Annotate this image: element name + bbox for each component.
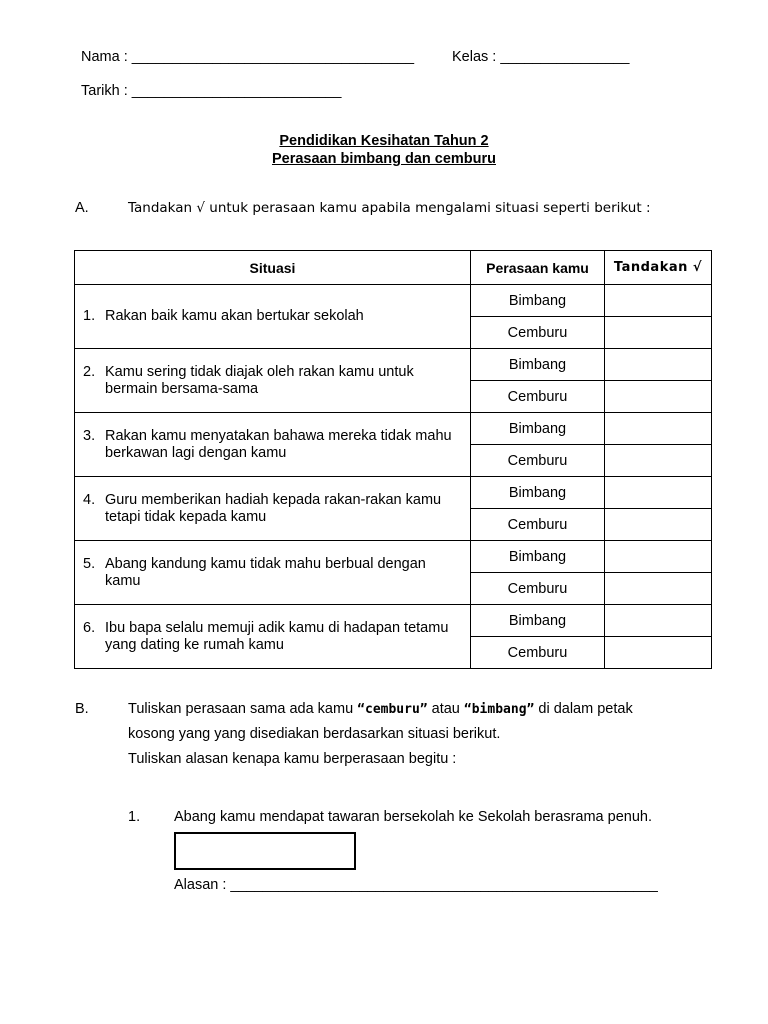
instruction-text: Tuliskan perasaan sama ada kamu [128,701,358,717]
tick-cell[interactable] [605,477,712,509]
situation-table [74,250,712,669]
feeling-option-cemburu: Cemburu [471,509,605,541]
worksheet-subtitle: Perasaan bimbang dan cemburu [271,151,496,167]
section-b-instruction-line2: kosong yang yang disediakan berdasarkan situasi berikut. [128,726,501,742]
feeling-option-cemburu: Cemburu [471,381,605,413]
worksheet-title: Pendidikan Kesihatan Tahun 2 [279,133,489,149]
answer-box[interactable] [174,832,356,870]
section-b-instruction-line1 [128,701,633,717]
feeling-option-cemburu: Cemburu [471,445,605,477]
section-a-instruction: Tandakan √ untuk perasaan kamu apabila mengalami situasi seperti berikut : [128,200,651,216]
column-header-tandakan: Tandakan √ [605,251,712,285]
situation-number: 5. [83,555,96,572]
situation-cell [75,413,471,477]
nama-field[interactable]: Nama : ___________________________________ [81,49,415,65]
situation-text: Rakan kamu menyatakan bahawa mereka tidak mahu berkawan lagi dengan kamu [105,427,452,461]
situation-text: Ibu bapa selalu memuji adik kamu di hadapan tetamu yang dating ke rumah kamu [105,619,449,653]
section-a-letter: A. [75,200,89,216]
situation-cell [75,477,471,541]
feeling-option-bimbang: Bimbang [471,285,605,317]
tick-cell[interactable] [605,285,712,317]
keyword-bimbang: “bimbang” [463,702,535,717]
column-header-situasi: Situasi [75,251,471,285]
situation-cell [75,349,471,413]
section-b-instruction-line3: Tuliskan alasan kenapa kamu berperasaan begitu : [128,751,457,767]
situation-number: 1. [83,308,96,324]
column-header-perasaan: Perasaan kamu [471,251,605,285]
instruction-text: atau [427,701,464,717]
feeling-option-bimbang: Bimbang [471,349,605,381]
tick-cell[interactable] [605,541,712,573]
tick-cell[interactable] [605,381,712,413]
situation-cell [75,541,471,605]
tick-cell[interactable] [605,349,712,381]
table-row [75,605,712,637]
table-row [75,285,712,317]
alasan-field[interactable]: Alasan : _____________________________________________________ [174,877,658,893]
feeling-option-cemburu: Cemburu [471,317,605,349]
situation-text: Guru memberikan hadiah kepada rakan-rakan kamu tetapi tidak kepada kamu [105,491,442,525]
table-row [75,541,712,573]
kelas-field[interactable]: Kelas : ________________ [452,49,630,65]
table-row [75,477,712,509]
situation-number: 6. [83,619,96,636]
feeling-option-cemburu: Cemburu [471,637,605,669]
table-row [75,413,712,445]
question-1-text: Abang kamu mendapat tawaran bersekolah ke Sekolah berasrama penuh. [174,809,652,825]
tick-cell[interactable] [605,413,712,445]
tick-cell[interactable] [605,445,712,477]
feeling-option-bimbang: Bimbang [471,477,605,509]
tarikh-field[interactable]: Tarikh : __________________________ [81,83,342,99]
feeling-option-bimbang: Bimbang [471,605,605,637]
situation-number: 2. [83,363,96,380]
tick-cell[interactable] [605,605,712,637]
feeling-option-bimbang: Bimbang [471,413,605,445]
tick-cell[interactable] [605,317,712,349]
situation-cell [75,285,471,349]
situation-number: 3. [83,427,96,444]
tick-cell[interactable] [605,637,712,669]
feeling-option-cemburu: Cemburu [471,573,605,605]
situation-text: Kamu sering tidak diajak oleh rakan kamu untuk bermain bersama-sama [105,363,414,397]
situation-number: 4. [83,491,96,508]
situation-text: Abang kandung kamu tidak mahu berbual dengan kamu [105,555,426,589]
situation-text: Rakan baik kamu akan bertukar sekolah [105,308,364,324]
feeling-option-bimbang: Bimbang [471,541,605,573]
keyword-cemburu: “cemburu” [357,702,428,717]
instruction-text: di dalam petak [534,701,633,717]
table-row [75,349,712,381]
tick-cell[interactable] [605,509,712,541]
question-1-number: 1. [128,809,141,825]
situation-cell [75,605,471,669]
tick-cell[interactable] [605,573,712,605]
table-header-row [75,251,712,285]
section-b-letter: B. [75,701,89,717]
